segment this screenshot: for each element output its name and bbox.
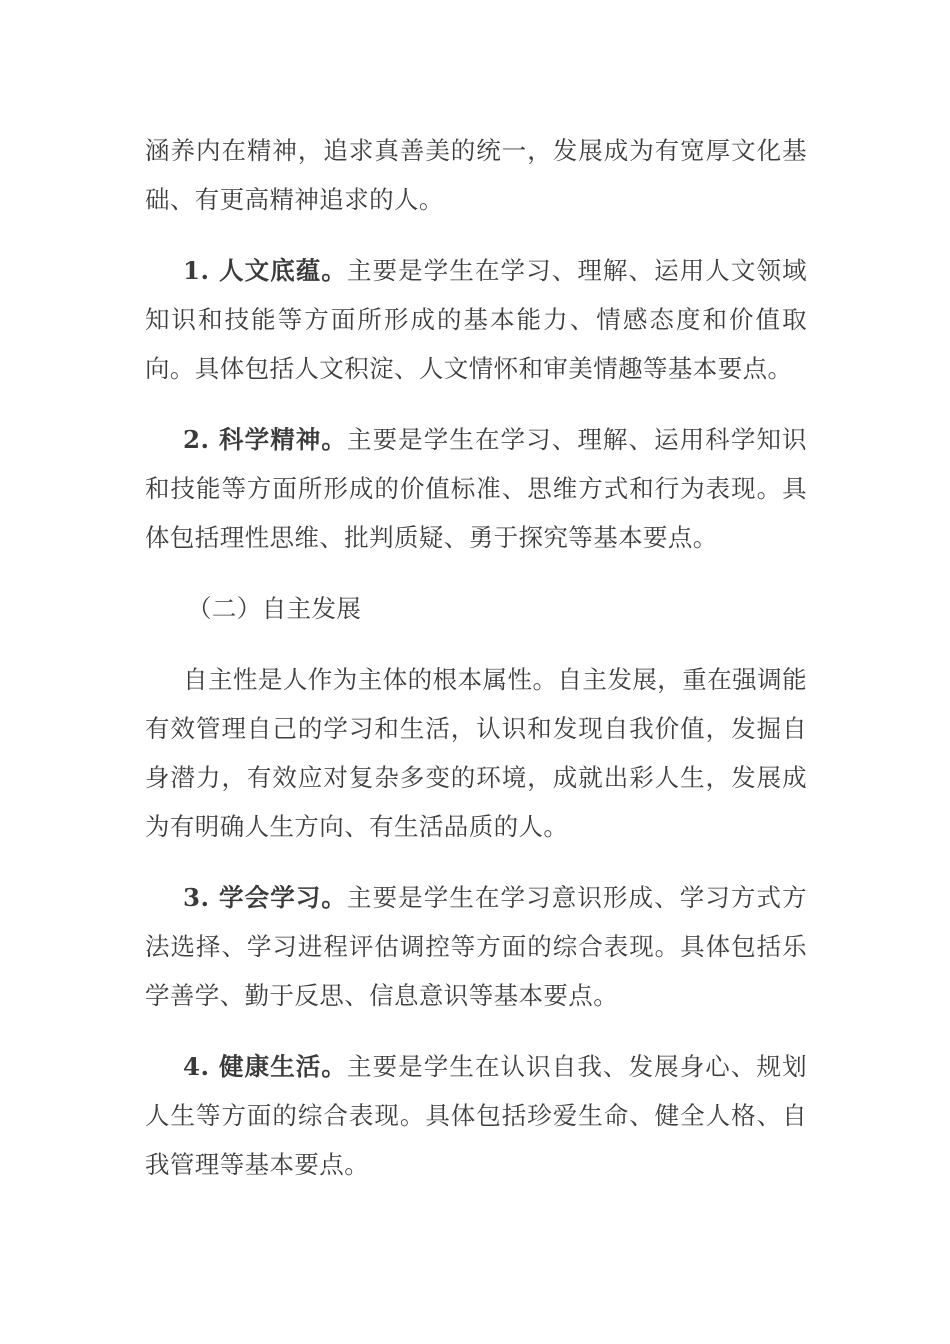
item-body: 主要是学生在学习、理解、运用科学知识和技能等方面所形成的价值标准、思维方式和行为表现。具体包括理性思维、批判质疑、勇于探究等基本要点。 [145, 425, 807, 552]
item-body: 主要是学生在认识自我、发展身心、规划人生等方面的综合表现。具体包括珍爱生命、健全人格、自我管理等基本要点。 [145, 1052, 807, 1179]
item-body: 主要是学生在学习、理解、运用人文领域知识和技能等方面所形成的基本能力、情感态度和价值取向。具体包括人文积淀、人文情怀和审美情趣等基本要点。 [145, 256, 807, 383]
item-heading: 3. 学会学习。 [183, 883, 347, 912]
item-learning-to-learn [145, 873, 807, 1020]
item-heading: 1. 人文底蕴。 [183, 256, 347, 285]
section-heading-autonomous-development: （二）自主发展 [187, 594, 362, 623]
item-healthy-living [145, 1042, 807, 1189]
paragraph-autonomy: 自主性是人作为主体的根本属性。自主发展，重在强调能有效管理自己的学习和生活，认识和发现自我价值，发掘自身潜力，有效应对复杂多变的环境，成就出彩人生，发展成为有明确人生方向、有生活品质的人。 [145, 665, 807, 841]
paragraph-continuation: 涵养内在精神，追求真善美的统一，发展成为有宽厚文化基础、有更高精神追求的人。 [145, 136, 807, 214]
item-heading: 2. 科学精神。 [183, 425, 347, 454]
item-scientific-spirit [145, 415, 807, 562]
item-humanistic-foundation [145, 246, 807, 393]
item-body: 主要是学生在学习意识形成、学习方式方法选择、学习进程评估调控等方面的综合表现。具体包括乐学善学、勤于反思、信息意识等基本要点。 [145, 883, 807, 1010]
item-heading: 4. 健康生活。 [183, 1052, 347, 1081]
document-body [145, 126, 807, 1211]
